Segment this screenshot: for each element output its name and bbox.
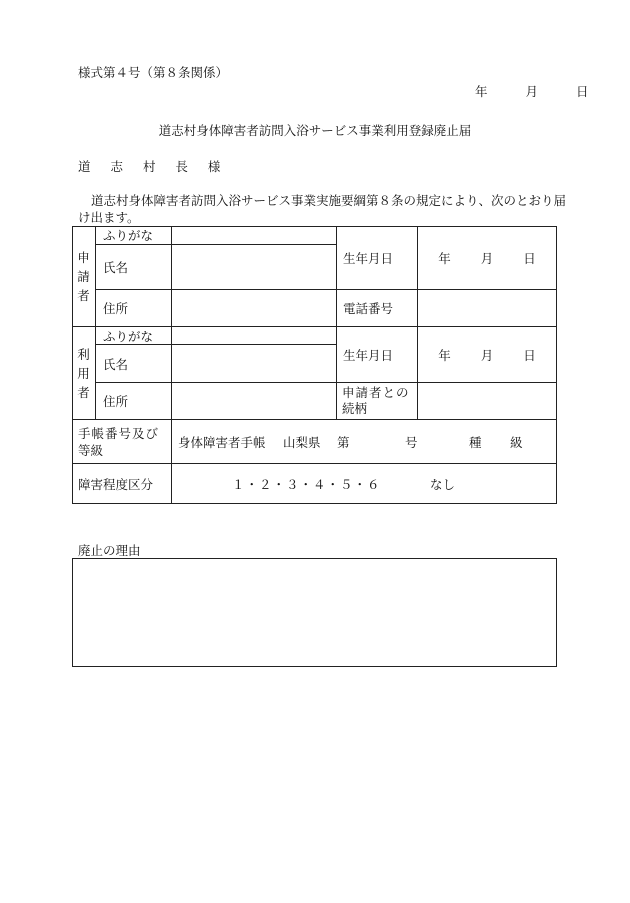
- applicant-furigana-label: ふりがな: [103, 228, 154, 243]
- applicant-birthdate-field[interactable]: 年 月 日: [438, 250, 536, 266]
- user-address-label: 住所: [103, 394, 129, 409]
- applicant-birthdate-label: 生年月日: [343, 250, 394, 266]
- applicant-furigana-field[interactable]: [172, 227, 336, 244]
- disability-label: 障害程度区分: [78, 476, 154, 492]
- user-relation-label: 申請者との 続柄: [342, 385, 410, 416]
- applicant-address-label: 住所: [103, 301, 129, 316]
- user-name-field[interactable]: [172, 345, 336, 382]
- submission-date: [475, 82, 588, 100]
- disability-options[interactable]: １・２・３・４・５・６: [232, 476, 381, 492]
- form-number: 様式第４号（第８条関係）: [78, 65, 229, 80]
- reason-field[interactable]: [72, 558, 557, 667]
- applicant-address-field[interactable]: [172, 290, 336, 326]
- applicant-name-field[interactable]: [172, 245, 336, 289]
- user-section-label: 利 用 者: [77, 346, 90, 400]
- user-furigana-label: ふりがな: [103, 328, 154, 344]
- document-title: 道志村身体障害者訪問入浴サービス事業利用登録廃止届: [158, 123, 472, 138]
- handbook-shu: 種: [469, 434, 482, 450]
- handbook-prefecture: 山梨県: [283, 434, 321, 450]
- disability-field[interactable]: [172, 464, 556, 503]
- user-birthdate-field[interactable]: 年 月 日: [438, 347, 536, 363]
- registration-form-table: [72, 226, 557, 504]
- date-day-label: 日: [575, 84, 589, 99]
- user-birthdate-label: 生年月日: [343, 347, 394, 363]
- handbook-dai: 第: [337, 434, 350, 450]
- disability-none-option[interactable]: なし: [430, 476, 456, 492]
- user-furigana-field[interactable]: [172, 327, 336, 344]
- handbook-field[interactable]: [172, 420, 556, 463]
- applicant-phone-label: 電話番号: [343, 301, 394, 316]
- applicant-phone-field[interactable]: [418, 290, 556, 326]
- body-text: 道志村身体障害者訪問入浴サービス事業実施要綱第８条の規定により、次のとおり届け出ます。: [78, 193, 567, 225]
- addressee: 道 志 村 長 様: [78, 159, 229, 174]
- applicant-name-label: 氏名: [103, 260, 129, 275]
- user-address-field[interactable]: [172, 383, 336, 419]
- date-year-label: 年: [475, 84, 488, 99]
- handbook-label: 手帳番号及び 等級: [78, 425, 160, 458]
- handbook-go: 号: [405, 434, 418, 450]
- applicant-section-label: 申 請 者: [77, 249, 90, 303]
- handbook-kyu: 級: [510, 434, 523, 450]
- handbook-type: 身体障害者手帳: [178, 434, 266, 450]
- user-name-label: 氏名: [103, 356, 129, 372]
- date-month-label: 月: [525, 84, 538, 99]
- reason-label: 廃止の理由: [78, 543, 141, 558]
- user-relation-field[interactable]: [418, 383, 556, 419]
